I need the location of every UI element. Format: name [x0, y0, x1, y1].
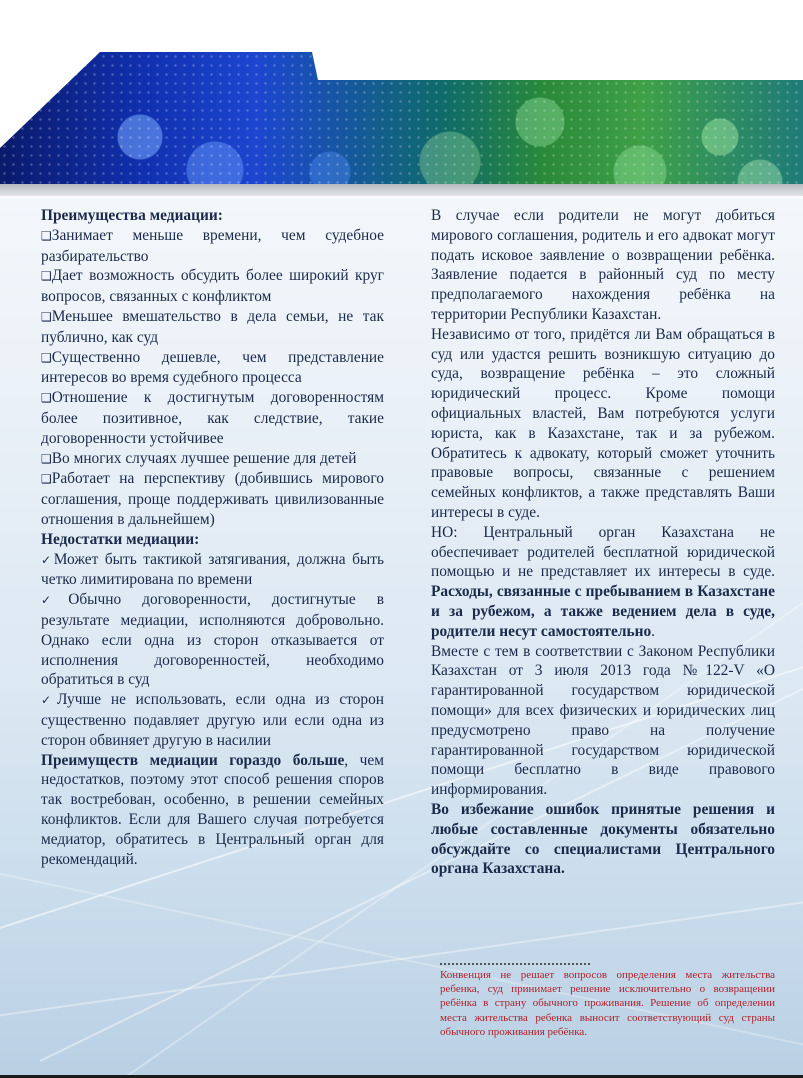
- banner-gray-strip: [0, 184, 803, 196]
- left-column: [41, 206, 384, 869]
- disadvantage-item: ✓Может быть тактикой затягивания, должна быть четко лимитирована по времени: [41, 550, 384, 589]
- convention-footnote: Конвенция не решает вопросов определения места жительства ребенка, суд принимает решение исключительно о возвращении ребёнка в страну обычного проживания. Решение об определении места жительства ребенка выносит соответствующий суд страны обычного проживания ребёнка.: [440, 969, 775, 1038]
- check-bullet-icon: ✓: [41, 693, 57, 708]
- advantage-item: ❑Меньшее вмешательство в дела семьи, не так публично, как суд: [41, 307, 384, 346]
- court-claim-paragraph: В случае если родители не могут добиться мирового соглашения, родитель и его адвокат могут подать исковое заявление о возвращении ребёнка. Заявление подается в районный суд по месту предполагаемого нахождения ребёнка на территории Республики Казахстан.: [431, 207, 775, 323]
- costs-paragraph: НО: Центральный орган Казахстана не обеспечивает родителей бесплатной юридической помощью и не представляет их интересы в суде. Расходы, связанные с пребыванием в Казахстане и за рубежом, а также ведением дела в суде, родители несут самостоятельно.: [431, 523, 775, 640]
- advantage-item: ❑Отношение к достигнутым договоренностям более позитивное, как следствие, такие договоренности устойчивее: [41, 389, 384, 447]
- check-bullet-icon: ✓: [41, 593, 69, 608]
- advantage-item: ❑Во многих случаях лучшее решение для детей: [41, 449, 357, 467]
- checkbox-bullet-icon: ❑: [41, 350, 52, 365]
- legal-process-paragraph: Независимо от того, придётся ли Вам обращаться в суд или удастся решить возникшую ситуацию до суда, возвращение ребёнка – это сложный юридический процесс. Кроме помощи официальных властей, Вам потребуются услуги юриста, как в Казахстане, так и за рубежом. Обратитесь к адвокату, который сможет уточнить правовые вопросы, связанные с решением семейных конфликтов, а также представлять Ваши интересы в суде.: [431, 325, 775, 521]
- advantage-item: ❑Дает возможность обсудить более широкий круг вопросов, связанных с конфликтом: [41, 267, 384, 306]
- advantage-item: ❑Занимает меньше времени, чем судебное разбирательство: [41, 226, 384, 265]
- footnote-separator: [440, 957, 590, 965]
- check-bullet-icon: ✓: [41, 552, 54, 567]
- right-column: [431, 206, 775, 879]
- costs-bold-text: Расходы, связанные с пребыванием в Казахстане и за рубежом, а также ведением дела в суде, родители несут самостоятельно: [431, 583, 775, 640]
- mediation-advantages-heading: Преимущества медиации:: [41, 207, 223, 224]
- checkbox-bullet-icon: ❑: [41, 269, 52, 284]
- banner-dot-pattern: [0, 52, 803, 184]
- checkbox-bullet-icon: ❑: [41, 451, 52, 466]
- checkbox-bullet-icon: ❑: [41, 309, 52, 324]
- checkbox-bullet-icon: ❑: [41, 391, 52, 406]
- law-reference-paragraph: Вместе с тем в соответствии с Законом Республики Казахстан от 3 июля 2013 года №122-V «О гарантированной государством юридической помощи» для всех физических и юридических лиц предусмотрено право на получение гарантированной государством юридической помощи бесплатно в виде правового информирования.: [431, 642, 775, 799]
- disadvantage-item: ✓Лучше не использовать, если одна из сторон существенно подавляет другую или если одна из сторон обвиняет другую в насилии: [41, 691, 384, 749]
- disadvantage-item: ✓Обычно договоренности, достигнутые в результате медиации, исполняются добровольно. Однако если одна из сторон отказывается от исполнения договоренностей, необходимо обратиться в суд: [41, 591, 384, 689]
- checkbox-bullet-icon: ❑: [41, 472, 52, 487]
- header-banner: [0, 52, 803, 184]
- warning-paragraph: Во избежание ошибок принятые решения и любые составленные документы обязательно обсуждайте со специалистами Центрального органа Казахстана.: [431, 800, 775, 878]
- mediation-conclusion-paragraph: Преимуществ медиации гораздо больше, чем недостатков, поэтому этот способ решения споров так востребован, особенно, в решении семейных конфликтов. Если для Вашего случая потребуется медиатор, обратитесь в Центральный орган для рекомендаций.: [41, 751, 384, 868]
- advantage-item: ❑Существенно дешевле, чем представление интересов во время судебного процесса: [41, 348, 384, 387]
- mediation-disadvantages-heading: Недостатки медиации:: [41, 530, 200, 548]
- checkbox-bullet-icon: ❑: [41, 228, 52, 243]
- advantage-item: ❑Работает на перспективу (добившись мирового соглашения, проще поддерживать цивилизованные отношения в дальнейшем): [41, 470, 384, 528]
- conclusion-bold-text: Преимуществ медиации гораздо больше: [41, 751, 345, 769]
